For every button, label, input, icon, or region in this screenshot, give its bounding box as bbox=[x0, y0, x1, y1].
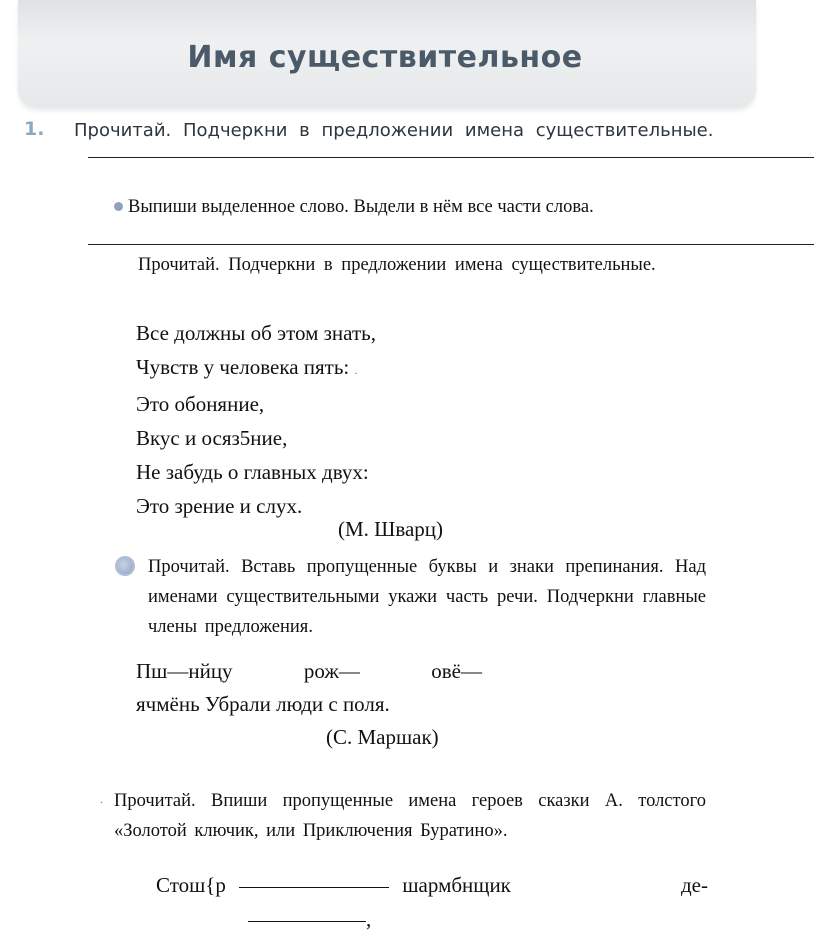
exercise-marker-icon bbox=[115, 556, 135, 576]
poem-line: Это зрение и слух. bbox=[136, 494, 303, 518]
poem-line: Вкус и осяз5ние, bbox=[136, 426, 288, 450]
task-4-text: Прочитай. Впиши пропущенные имена героев сказки А. толстого «Золотой ключик, или Приключения Буратино». bbox=[114, 791, 706, 841]
poem-2-author: (С. Маршак) bbox=[326, 725, 439, 749]
answer-blank[interactable] bbox=[239, 886, 389, 888]
poem-line: Все должны об этом знать, bbox=[136, 321, 376, 345]
bullet-task-text: Выпиши выделенное слово. Выдели в нём все части слова. bbox=[128, 197, 594, 217]
fill-in-line-2 bbox=[248, 904, 371, 934]
answer-blank[interactable] bbox=[248, 920, 366, 922]
divider-line bbox=[88, 157, 814, 158]
poem-word: Пш—нйцу bbox=[136, 659, 233, 683]
poem-word: овё— bbox=[431, 659, 482, 683]
page-title: Имя существительное bbox=[187, 40, 583, 75]
task-4-instruction bbox=[114, 786, 706, 846]
exercise-marker: . bbox=[100, 792, 103, 806]
task-3-instruction: Прочитай. Вставь пропущенные буквы и знаки препинания. Над именами существительными укажи часть речи. Подчеркни главные члены предложения. bbox=[148, 557, 706, 637]
fill-word: шармбнщик bbox=[402, 873, 511, 897]
task-2-instruction: Прочитай. Подчеркни в предложении имена существительные. bbox=[138, 255, 656, 275]
poem-2-line-2: ячмёнь Убрали люди с поля. bbox=[136, 692, 390, 716]
exercise-number: 1. bbox=[24, 118, 45, 140]
poem-1 bbox=[136, 316, 536, 523]
poem-line: Не забудь о главных двух: bbox=[136, 460, 369, 484]
poem-word: рож— bbox=[303, 659, 360, 683]
comma: , bbox=[366, 907, 372, 931]
exercise-1-instruction: Прочитай. Подчеркни в предложении имена существительные. bbox=[74, 120, 714, 141]
stray-mark: . bbox=[354, 363, 358, 377]
poem-line: Чувств у человека пять: . bbox=[136, 355, 358, 379]
bullet-icon bbox=[114, 202, 123, 211]
fill-in-line bbox=[156, 870, 708, 900]
poem-1-author: (М. Шварц) bbox=[338, 517, 444, 541]
fill-word: Стош{р bbox=[156, 873, 226, 897]
divider-line bbox=[88, 244, 814, 245]
fill-word: де- bbox=[681, 873, 708, 897]
bullet-task bbox=[114, 192, 754, 222]
poem-line: Это обоняние, bbox=[136, 392, 265, 416]
poem-2-line-1 bbox=[136, 654, 482, 688]
